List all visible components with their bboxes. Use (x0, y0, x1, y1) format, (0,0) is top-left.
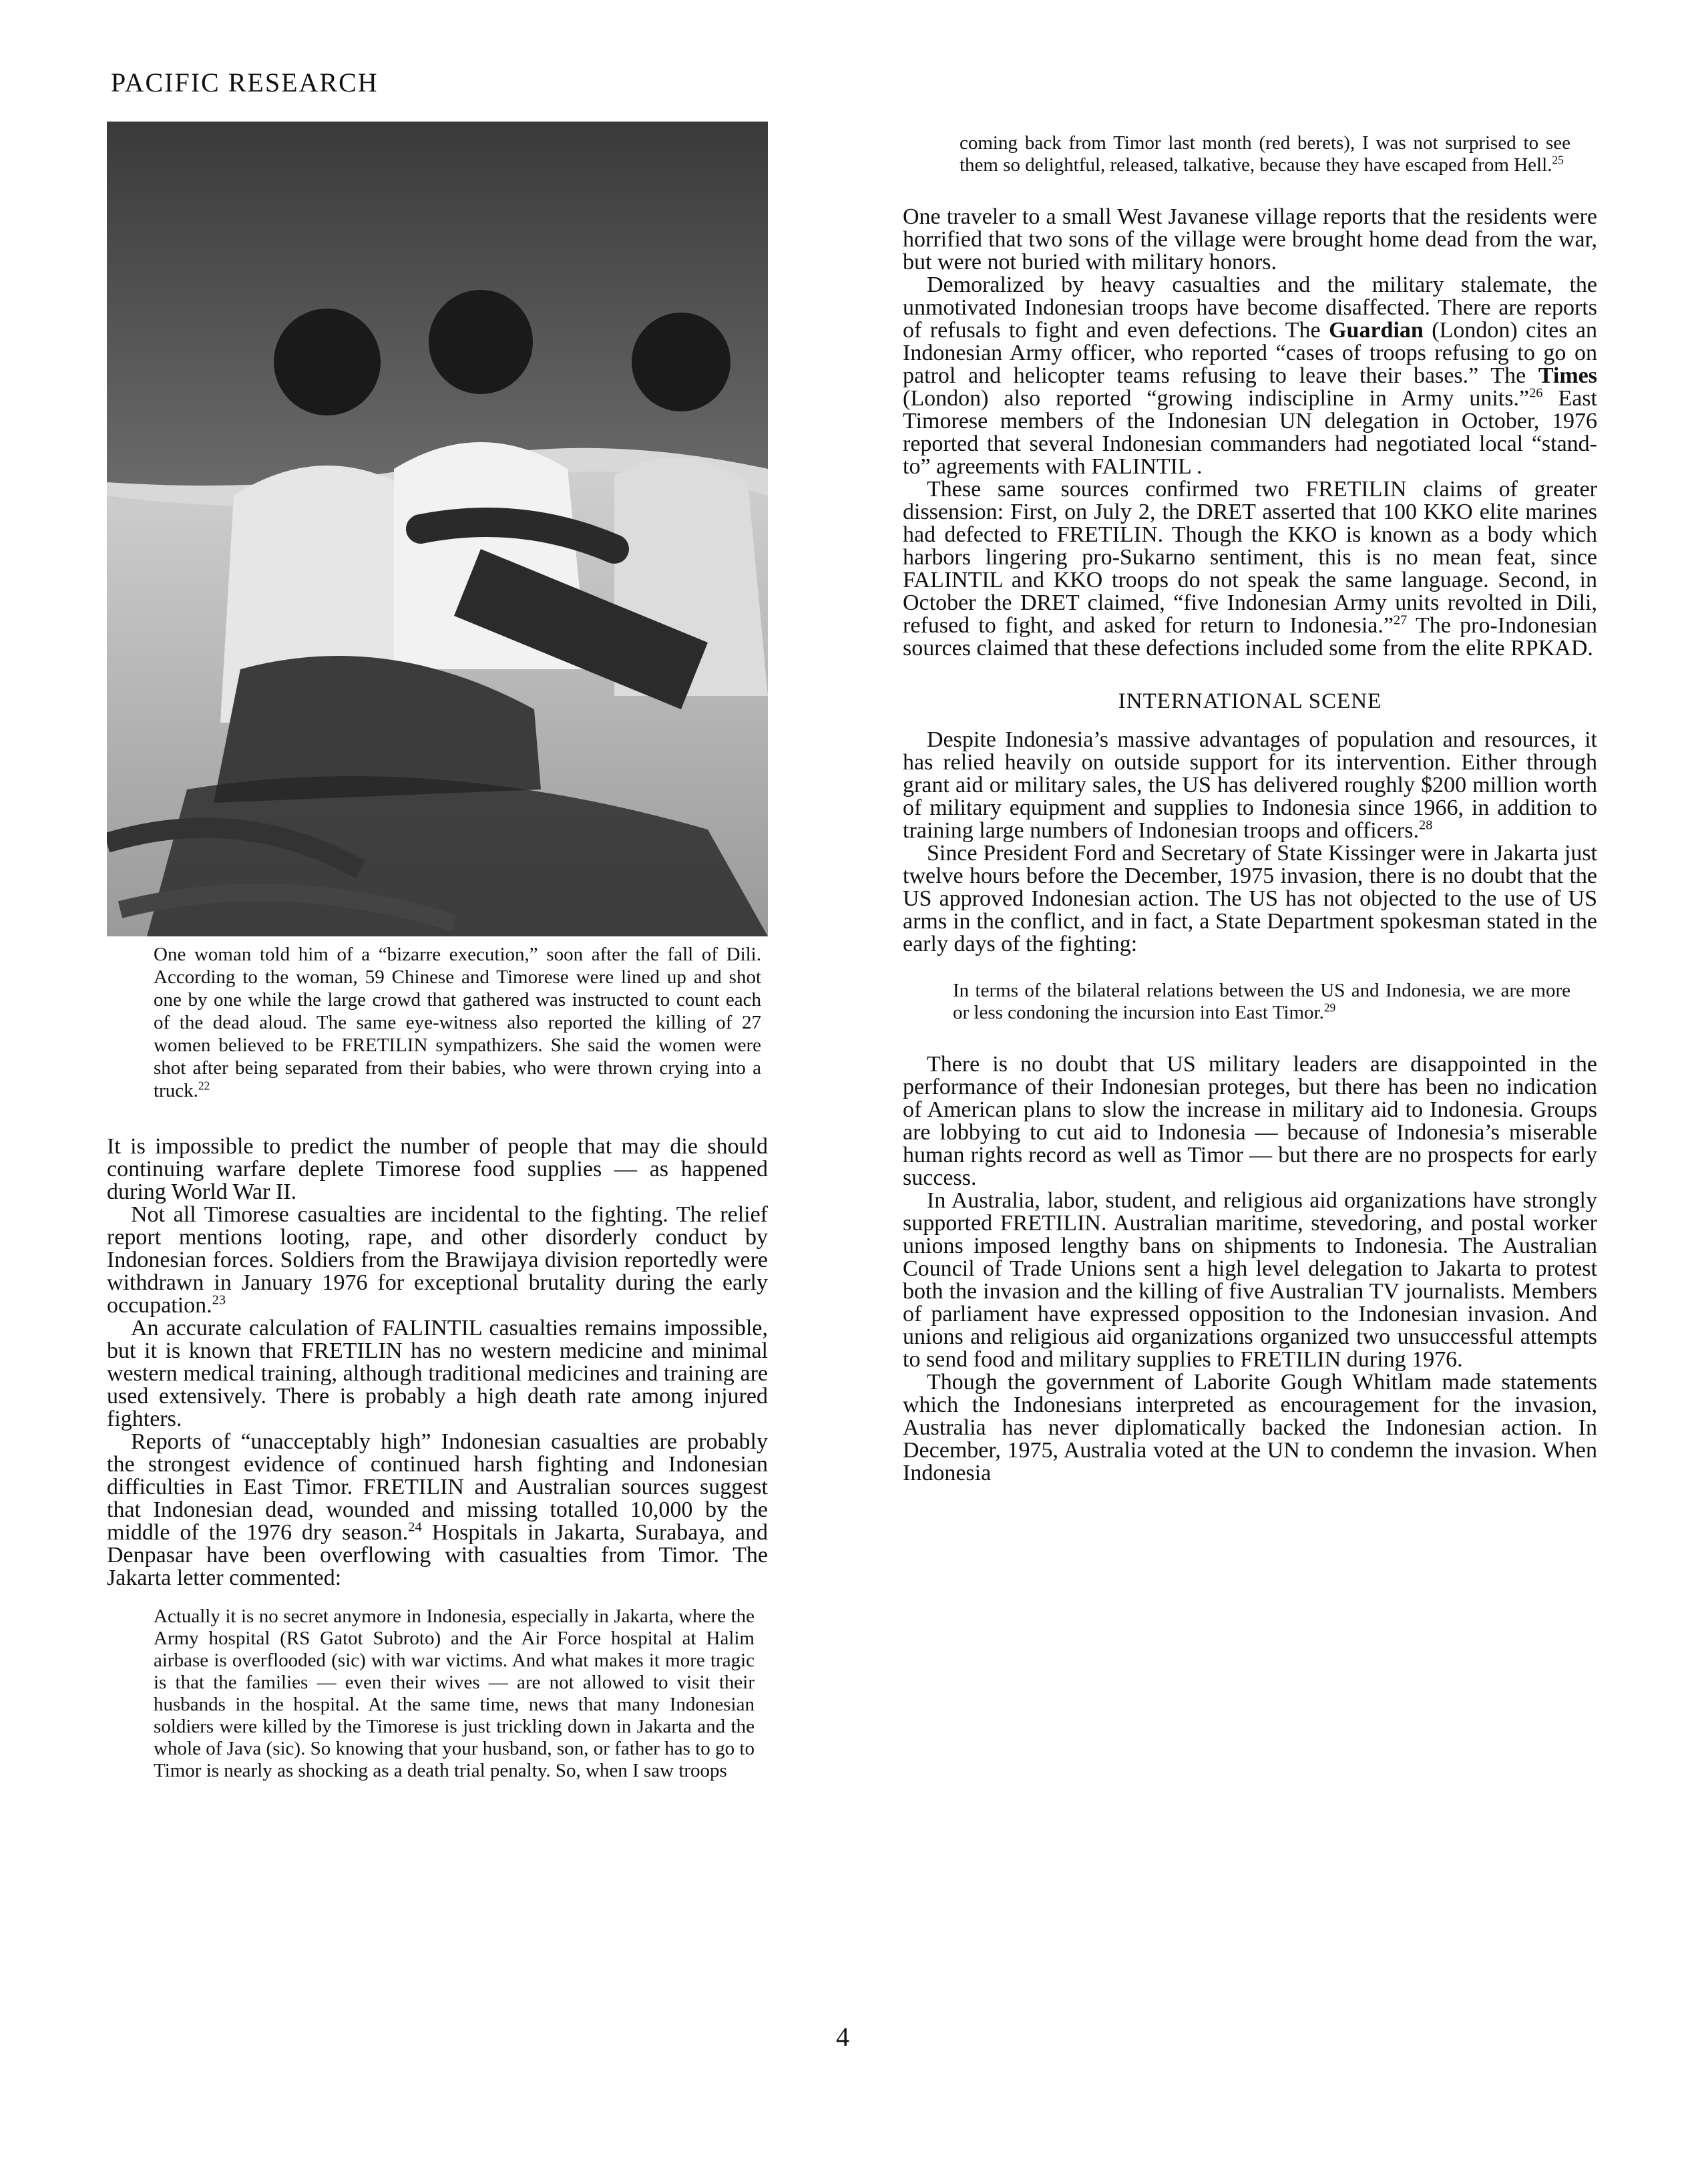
block-quote: In terms of the bilateral relations between the US and Indonesia, we are more or less condoning the incursion into East Timor.$^{29}$ (953, 980, 1570, 1023)
paragraph: Since President Ford and Secretary of State Kissinger were in Jakarta just twelve hours before the December, 1975 invasion, there is no doubt that the US approved Indonesian action. The US has not objected to the use of US arms in the conflict, and in fact, a State Department spokesman stated in the early days of the fighting: (903, 841, 1597, 956)
paragraph: An accurate calculation of FALINTIL casualties remains impossible, but it is known that FRETILIN has no western medicine and minimal western medical training, although traditional medicines and training are used extensively. There is probably a high death rate among injured fighters. (107, 1316, 768, 1431)
paragraph: Reports of “unacceptably high” Indonesian casualties are probably the strongest evidence of continued harsh fighting and Indonesian difficulties in East Timor. FRETILIN and Australian sources suggest that Indonesian dead, wounded and missing totalled 10,000 by the middle of the 1976 dry season.$^{24}$ Hospitals in Jakarta, Surabaya, and Denpasar have been overflowing with casualties from Timor. The Jakarta letter commented: (107, 1429, 768, 1590)
footnote-ref: 22 (198, 1079, 210, 1093)
footnote-ref: 28 (1419, 817, 1433, 833)
paragraph: It is impossible to predict the number of people that may die should continuing warfare deplete Timorese food supplies — as happened during World War II. (107, 1134, 768, 1204)
block-quote: Actually it is no secret anymore in Indonesia, especially in Jakarta, where the Army hospital (RS Gatot Subroto) and the Air Force hospital at Halim airbase is overflooded (sic) with war victims. And what makes it more tragic is that the families — even their wives — are not allowed to visit their husbands in the hospital. At the same time, news that many Indonesian soldiers were killed by the Timorese is just trickling down in Jakarta and the whole of Java (sic). So knowing that your husband, son, or father has to go to Timor is nearly as shocking as a death trial penalty. So, when I saw troops (154, 1606, 755, 1781)
footnote-ref: 23 (212, 1292, 226, 1308)
paragraph: Demoralized by heavy casualties and the military stalemate, the unmotivated Indonesian troops have become disaffected. There are reports of refusals to fight and even defections. The Guardian (London) cites an Indonesian Army officer, who reported “cases of troops refusing to go on patrol and helicopter teams refusing to leave their bases.” The Times (London) also reported “growing indiscipline in Army units.”$^{26}$ East Timorese members of the Indonesian UN delegation in October, 1976 reported that several Indonesian commanders had negotiated local “stand-to” agreements with FALINTIL . (903, 272, 1597, 479)
footnote-ref: 27 (1393, 612, 1408, 628)
section-heading: INTERNATIONAL SCENE (1118, 689, 1382, 713)
footnote-ref: 26 (1529, 385, 1543, 401)
paragraph: One traveler to a small West Javanese village reports that the residents were horrified that two sons of the village were brought home dead from the war, but were not buried with military honors. (903, 204, 1597, 275)
caption-text: One woman told him of a “bizarre execution,” soon after the fall of Dili. According to the woman, 59 Chinese and Timorese were lined up and shot one by one while the large crowd that gathered was instructed to count each of the dead aloud. The same eye-witness also reported the killing of 27 women believed to be FRETILIN sympathizers. She said the women were shot after being separated from their babies, who were thrown crying into a truck. (154, 944, 761, 1101)
right-column (903, 132, 1597, 1485)
paragraph: Despite Indonesia’s massive advantages of population and resources, it has relied heavily on outside support for its intervention. Either through grant aid or military sales, the US has delivered roughly $200 million worth of military equipment and supplies to Indonesia since 1966, in addition to training large numbers of Indonesian troops and officers.$^{28}$ (903, 727, 1597, 843)
block-quote: coming back from Timor last month (red berets), I was not surprised to see them so delightful, released, talkative, because they have escaped from Hell.$^{25}$ (960, 132, 1570, 176)
photo (107, 122, 768, 936)
paragraph: Though the government of Laborite Gough Whitlam made statements which the Indonesians interpreted as encouragement for the invasion, Australia has never diplomatically backed the Indonesian action. In December, 1975, Australia voted at the UN to condemn the invasion. When Indonesia (903, 1370, 1597, 1485)
photo-illustration (107, 122, 768, 936)
photo-caption (154, 943, 761, 1102)
paragraph: These same sources confirmed two FRETILIN claims of greater dissension: First, on July 2, the DRET asserted that 100 KKO elite marines had defected to FRETILIN. Though the KKO is known as a body which harbors lingering pro-Sukarno sentiment, this is no mean feat, since FALINTIL and KKO troops do not speak the same language. Second, in October the DRET claimed, “five Indonesian Army units revolted in Dili, refused to fight, and asked for return to Indonesia.”$^{27}$ The pro-Indonesian sources claimed that these defections included some from the elite RPKAD. (903, 477, 1597, 661)
paragraph: Not all Timorese casualties are incidental to the fighting. The relief report mentions looting, rape, and other disorderly conduct by Indonesian forces. Soldiers from the Brawijaya division reportedly were withdrawn in January 1976 for exceptional brutality during the early occupation.$^{23}$ (107, 1202, 768, 1318)
footnote-ref: 24 (408, 1519, 422, 1535)
footnote-ref: 29 (1323, 1000, 1336, 1015)
paragraph: There is no doubt that US military leaders are disappointed in the performance of their Indonesian proteges, but there has been no indication of American plans to slow the increase in military aid to Indonesia. Groups are lobbying to cut aid to Indonesia — because of Indonesia’s miserable human rights record as well as Timor — but there are no prospects for early success. (903, 1052, 1597, 1190)
paragraph: In Australia, labor, student, and religious aid organizations have strongly supported FRETILIN. Australian maritime, stevedoring, and postal worker unions imposed lengthy bans on shipments to Indonesia. The Australian Council of Trade Unions sent a high level delegation to Jakarta to protest both the invasion and the killing of five Australian TV journalists. Members of parliament have expressed opposition to the Indonesian invasion. And unions and religious aid organizations organized two unsuccessful attempts to send food and military supplies to FRETILIN during 1976. (903, 1188, 1597, 1372)
running-header: PACIFIC RESEARCH (111, 67, 379, 98)
left-column (107, 1135, 768, 1782)
publication-name: Times (1538, 363, 1597, 388)
publication-name: Guardian (1329, 318, 1424, 343)
page-number: 4 (836, 2022, 849, 2052)
footnote-ref: 25 (1552, 153, 1564, 167)
